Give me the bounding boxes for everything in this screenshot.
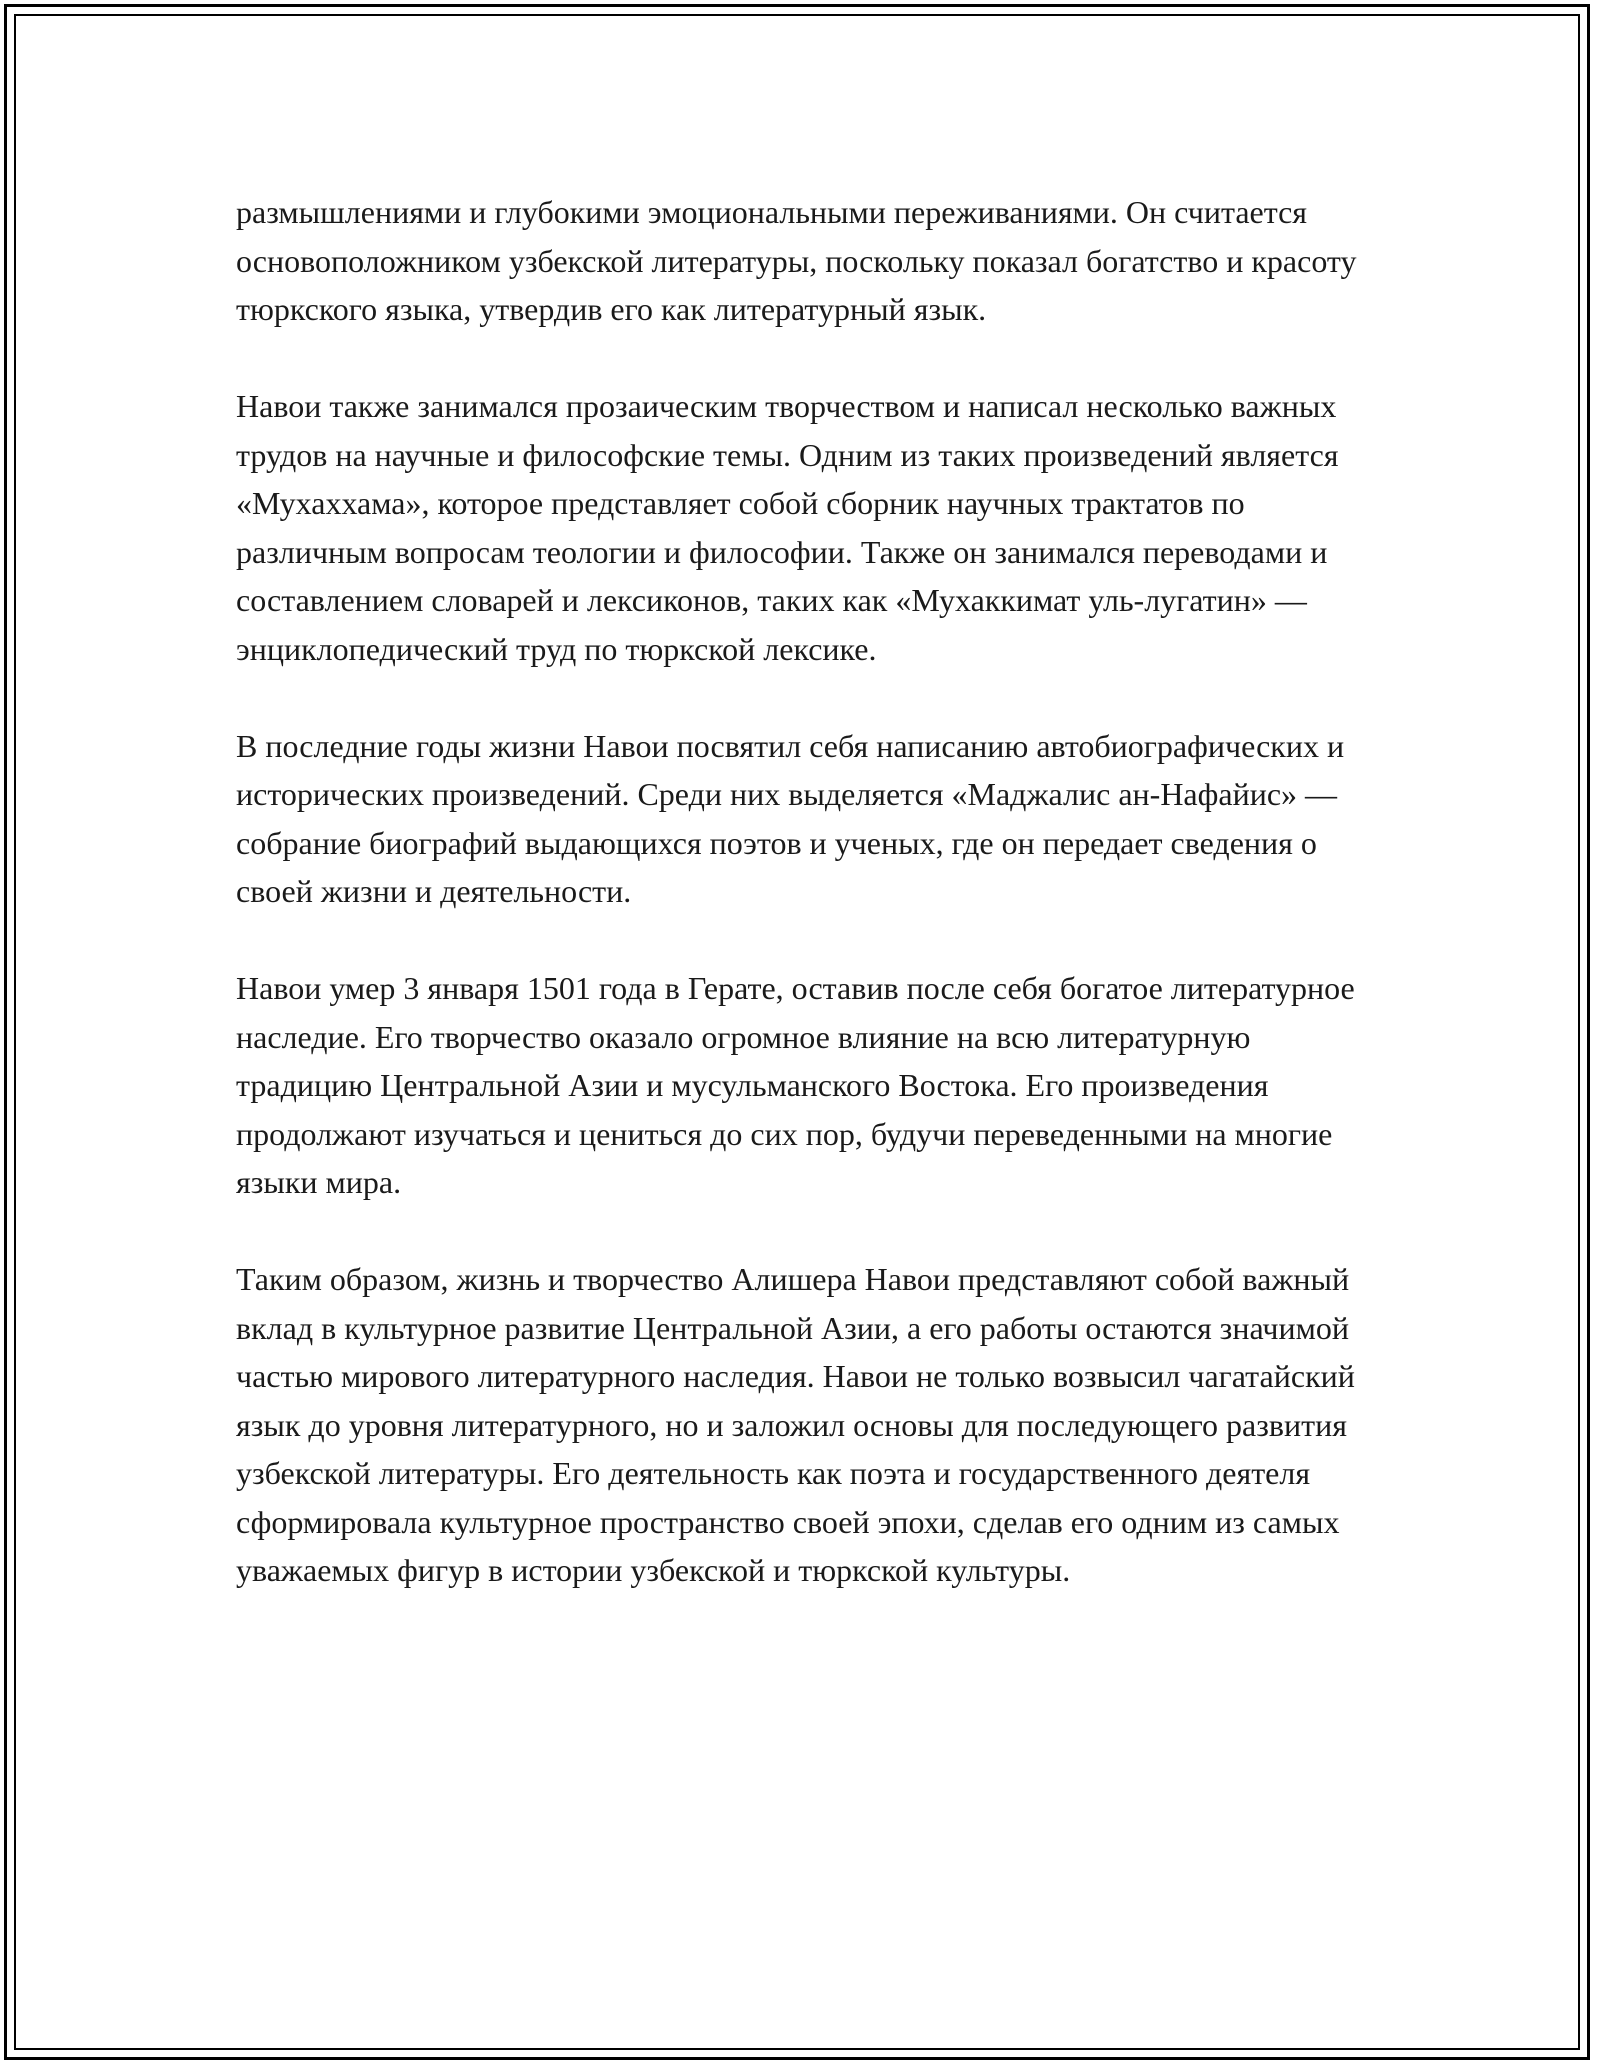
document-body	[236, 188, 1386, 1595]
paragraph-1: размышлениями и глубокими эмоциональными переживаниями. Он считается основоположником узбекской литературы, поскольку показал богатство и красоту тюркского языка, утвердив его как литературный язык.	[236, 194, 1357, 327]
paragraph-5: Таким образом, жизнь и творчество Алишера Навои представляют собой важный вклад в культурное развитие Центральной Азии, а его работы остаются значимой частью мирового литературного наследия. Навои не только возвысил чагатайский язык до уровня литературного, но и заложил основы для последующего развития узбекской литературы. Его деятельность как поэта и государственного деятеля сформировала культурное пространство своей эпохи, сделав его одним из самых уважаемых фигур в истории узбекской и тюркской культуры.	[236, 1261, 1355, 1588]
paragraph-4: Навои умер 3 января 1501 года в Герате, оставив после себя богатое литературное наследие. Его творчество оказало огромное влияние на всю литературную традицию Центральной Азии и мусульманского Востока. Его произведения продолжают изучаться и цениться до сих пор, будучи переведенными на многие языки мира.	[236, 970, 1355, 1200]
paragraph-2: Навои также занимался прозаическим творчеством и написал несколько важных трудов на научные и философские темы. Одним из таких произведений является «Мухаххама», которое представляет собой сборник научных трактатов по различным вопросам теологии и философии. Также он занимался переводами и составлением словарей и лексиконов, таких как «Мухаккимат уль-лугатин» — энциклопедический труд по тюркской лексике.	[236, 388, 1339, 667]
paragraph-3: В последние годы жизни Навои посвятил себя написанию автобиографических и исторических произведений. Среди них выделяется «Маджалис ан-Нафайис» — собрание биографий выдающихся поэтов и ученых, где он передает сведения о своей жизни и деятельности.	[236, 727, 1345, 909]
